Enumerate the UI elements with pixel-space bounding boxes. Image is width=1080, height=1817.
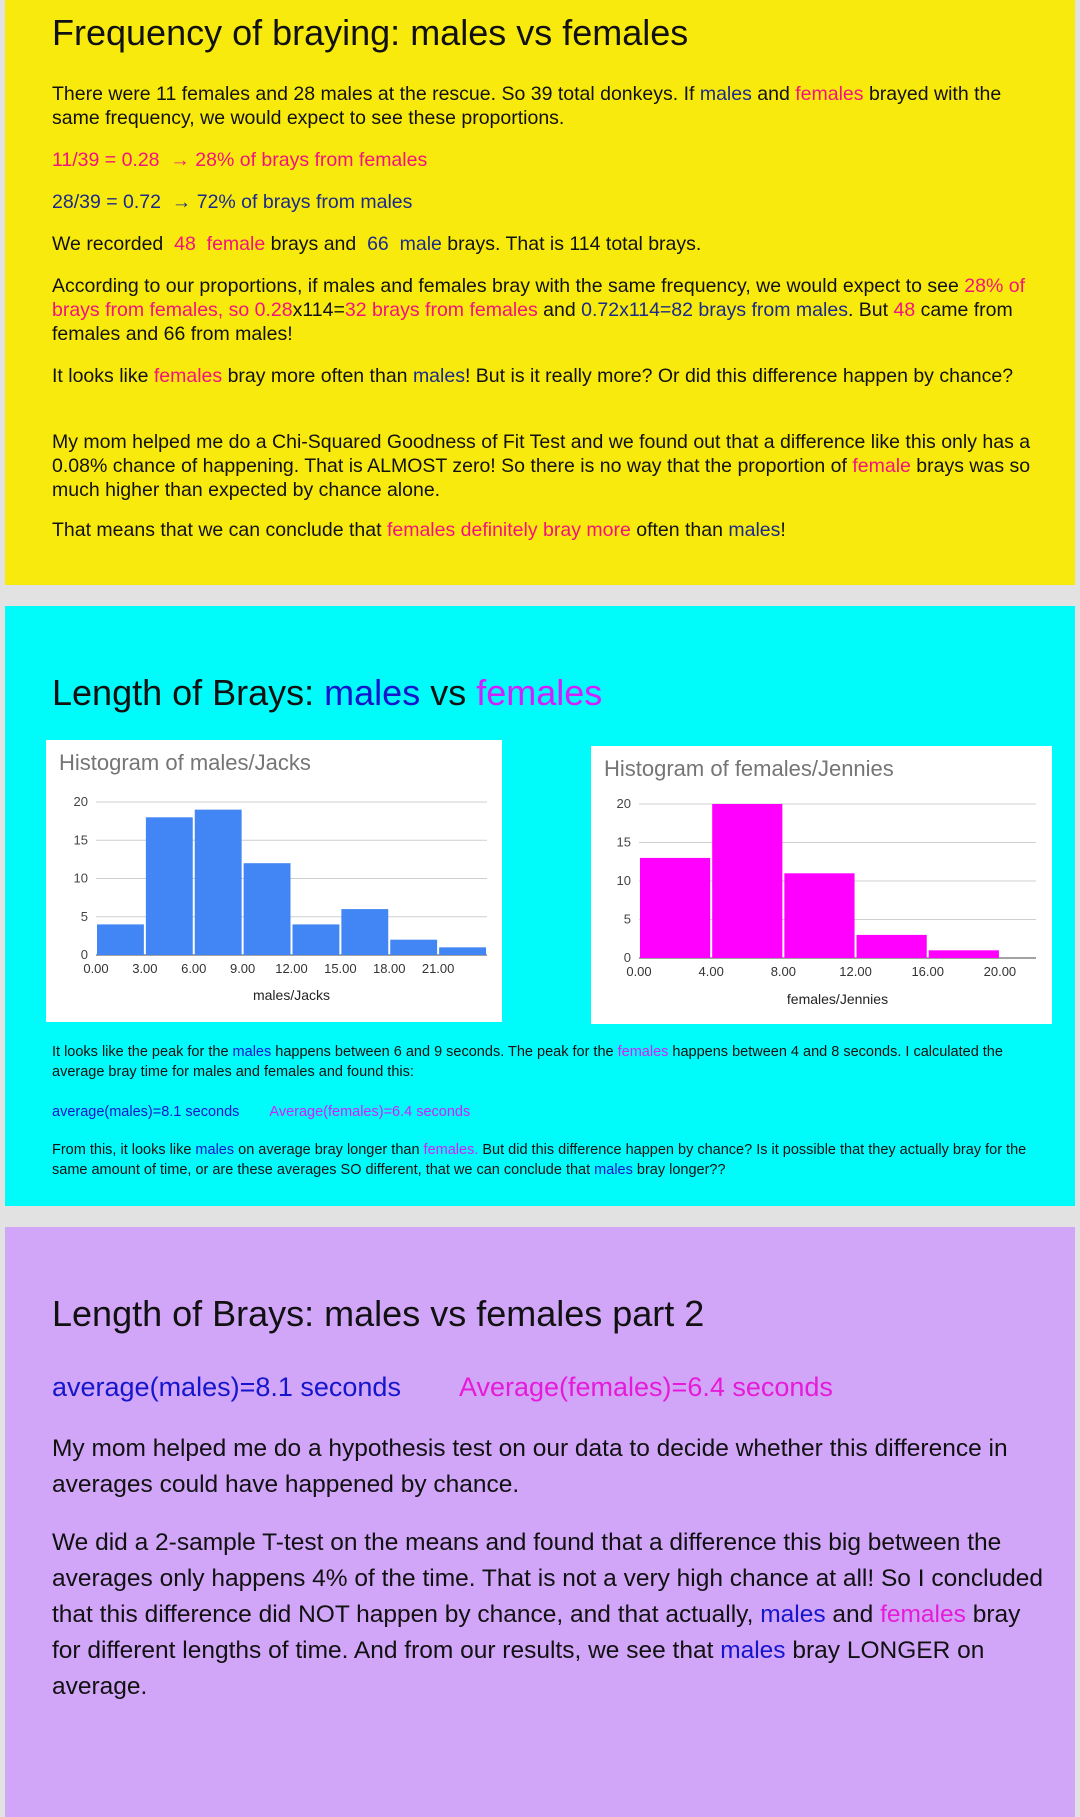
females-word: females. bbox=[423, 1142, 479, 1158]
histogram-bar bbox=[929, 950, 999, 958]
males-histogram bbox=[46, 740, 502, 1022]
x-tick-label: 18.00 bbox=[372, 961, 406, 976]
text: We did a 2-sample T-test on the means and found that a difference this big between the averages only happens 4% of the time. That is not a very high chance at all! So I concluded that this difference did NOT happen by chance, and that actually, bbox=[52, 1529, 1044, 1628]
text: bray for different lengths of time. And from our results, we see that bbox=[52, 1601, 1021, 1664]
x-tick-label: 21.00 bbox=[421, 961, 455, 976]
text: x114= bbox=[292, 299, 345, 321]
y-tick-label: 10 bbox=[616, 873, 631, 888]
females-word: females bbox=[880, 1601, 966, 1628]
female-word: female bbox=[852, 455, 911, 477]
males-word: males bbox=[412, 365, 465, 387]
x-tick-label: 20.00 bbox=[983, 964, 1017, 979]
x-tick-label: 15.00 bbox=[324, 961, 357, 976]
histogram-bar bbox=[341, 909, 388, 955]
x-axis-label: males/Jacks bbox=[252, 987, 331, 1003]
text: came from females and 66 from males! bbox=[52, 299, 1013, 345]
y-tick-label: 15 bbox=[73, 832, 88, 848]
x-tick-label: 3.00 bbox=[132, 961, 158, 976]
text: Length of Brays: bbox=[52, 672, 325, 713]
average-males: average(males)=8.1 seconds bbox=[52, 1104, 240, 1120]
females-word: females bbox=[617, 1044, 669, 1060]
x-tick-label: 4.00 bbox=[698, 964, 724, 979]
text: happens between 4 and 8 seconds. I calculated the average bray time for males and females and found this: bbox=[52, 1044, 1003, 1080]
females-histogram bbox=[591, 746, 1052, 1024]
x-tick-label: 12.00 bbox=[275, 961, 308, 976]
histogram-bar bbox=[439, 947, 486, 955]
females-histogram-svg bbox=[591, 746, 1052, 1024]
y-tick-label: 20 bbox=[616, 796, 631, 811]
text: ! But is it really more? Or did this difference happen by chance? bbox=[464, 365, 1014, 387]
chart-title: Histogram of males/Jacks bbox=[59, 750, 311, 775]
t-test-paragraph bbox=[52, 1525, 1052, 1705]
according-paragraph bbox=[52, 274, 1052, 346]
average-males: average(males)=8.1 seconds bbox=[52, 1372, 401, 1402]
text: My mom helped me do a Chi-Squared Goodness of Fit Test and we found out that a difference like this only has a 0.08% chance of happening. That is ALMOST zero! So there is no way that the proportion of bbox=[52, 431, 1031, 477]
females-word: females bbox=[795, 83, 864, 105]
females-conclusion: females definitely bray more bbox=[386, 519, 631, 541]
panel-length bbox=[5, 606, 1075, 1206]
averages-line bbox=[52, 1369, 1052, 1405]
hypothesis-paragraph: My mom helped me do a hypothesis test on our data to decide whether this difference in averages could have happened by chance. bbox=[52, 1435, 1008, 1498]
expected-female-brays: 32 brays from females bbox=[344, 299, 538, 321]
chi-squared-paragraph bbox=[52, 430, 1052, 502]
males-word: males bbox=[728, 519, 781, 541]
text: We recorded bbox=[52, 233, 169, 255]
text: bray LONGER on average. bbox=[52, 1637, 985, 1700]
looks-paragraph bbox=[52, 364, 1052, 388]
males-word: males bbox=[195, 1142, 235, 1158]
text: often than bbox=[630, 519, 729, 541]
x-tick-label: 0.00 bbox=[626, 964, 652, 979]
text: and bbox=[825, 1601, 881, 1628]
recorded-paragraph bbox=[52, 232, 1052, 256]
expected-male-brays: 0.72x114=82 brays from males bbox=[581, 299, 848, 321]
histogram-bar bbox=[244, 863, 291, 955]
x-tick-label: 0.00 bbox=[83, 961, 109, 976]
males-word: males bbox=[699, 83, 752, 105]
histogram-bar bbox=[712, 804, 782, 958]
y-tick-label: 0 bbox=[80, 947, 88, 962]
panel-title: Length of Brays: males vs females part 2 bbox=[52, 1293, 705, 1334]
text: According to our proportions, if males and females bray with the same frequency, we would expect to see bbox=[52, 275, 965, 297]
text: and bbox=[751, 83, 796, 105]
panel-title bbox=[52, 672, 602, 714]
average-females: Average(females)=6.4 seconds bbox=[269, 1104, 471, 1120]
males-word: males bbox=[594, 1162, 633, 1178]
chart-title: Histogram of females/Jennies bbox=[604, 756, 894, 781]
text: . But bbox=[847, 299, 894, 321]
males-word: males bbox=[324, 672, 421, 713]
females-word: females bbox=[476, 672, 603, 713]
y-tick-label: 10 bbox=[73, 870, 88, 886]
y-tick-label: 5 bbox=[80, 908, 88, 924]
y-tick-label: 5 bbox=[623, 911, 631, 927]
x-tick-label: 6.00 bbox=[181, 961, 207, 976]
text: It looks like bbox=[52, 365, 154, 387]
text: bray longer?? bbox=[632, 1162, 726, 1178]
expected-females: 28% of brays from females, so 0.28 bbox=[52, 275, 1025, 321]
x-tick-label: 12.00 bbox=[839, 964, 872, 979]
text: brays. That is 114 total brays. bbox=[441, 233, 702, 255]
panel-title: Frequency of braying: males vs females bbox=[52, 12, 689, 53]
y-tick-label: 20 bbox=[73, 794, 88, 809]
text: There were 11 females and 28 males at the rescue. So 39 total donkeys. If bbox=[52, 83, 700, 105]
panel-length-part2 bbox=[5, 1227, 1075, 1817]
y-tick-label: 0 bbox=[623, 950, 631, 965]
histogram-bar bbox=[640, 858, 710, 958]
conclusion-paragraph bbox=[52, 518, 1052, 542]
text: and bbox=[537, 299, 582, 321]
text: brays was so much higher than expected by chance alone. bbox=[52, 455, 1031, 501]
x-tick-label: 9.00 bbox=[229, 961, 256, 976]
histogram-bar bbox=[784, 873, 854, 958]
male-count: 66 male bbox=[361, 233, 442, 255]
text: bray more often than bbox=[222, 365, 413, 387]
intro-paragraph bbox=[52, 82, 1052, 130]
proportion-females: 11/39 = 0.28 → 28% of brays from females bbox=[52, 149, 428, 171]
averages-line bbox=[52, 1102, 1052, 1122]
females-word: females bbox=[153, 365, 223, 387]
observed-female-brays: 48 bbox=[893, 299, 916, 321]
proportion-males: 28/39 = 0.72 → 72% of brays from males bbox=[52, 191, 413, 213]
panel-frequency bbox=[5, 0, 1075, 585]
peak-paragraph bbox=[52, 1042, 1052, 1082]
males-word: males bbox=[232, 1044, 272, 1060]
text: happens between 6 and 9 seconds. The peak for the bbox=[271, 1044, 618, 1060]
text: ! bbox=[780, 519, 786, 541]
x-tick-label: 16.00 bbox=[911, 964, 945, 979]
histogram-bar bbox=[857, 935, 927, 958]
female-count: 48 female bbox=[168, 233, 266, 255]
x-tick-label: 8.00 bbox=[770, 964, 797, 979]
text: From this, it looks like bbox=[52, 1142, 196, 1158]
average-females: Average(females)=6.4 seconds bbox=[458, 1372, 833, 1402]
from-this-paragraph bbox=[52, 1140, 1052, 1180]
males-word: males bbox=[720, 1637, 786, 1664]
males-histogram-svg bbox=[46, 740, 502, 1022]
text: brayed with the same frequency, we would expect to see these proportions. bbox=[52, 83, 1002, 129]
text: vs bbox=[420, 672, 477, 713]
histogram-bar bbox=[146, 817, 193, 955]
text: That means that we can conclude that bbox=[52, 519, 387, 541]
histogram-bar bbox=[97, 924, 144, 955]
histogram-bar bbox=[195, 810, 242, 955]
text: brays and bbox=[265, 233, 362, 255]
x-axis-label: females/Jennies bbox=[786, 991, 889, 1007]
histogram-bar bbox=[390, 940, 437, 955]
y-tick-label: 15 bbox=[616, 834, 631, 850]
text: on average bray longer than bbox=[234, 1142, 424, 1158]
males-word: males bbox=[760, 1601, 826, 1628]
text: But did this difference happen by chance? Is it possible that they actually bray for the same amount of time, or are these averages SO different, that we can conclude that bbox=[52, 1142, 1027, 1178]
histogram-bar bbox=[293, 924, 340, 955]
text: It looks like the peak for the bbox=[52, 1044, 233, 1060]
